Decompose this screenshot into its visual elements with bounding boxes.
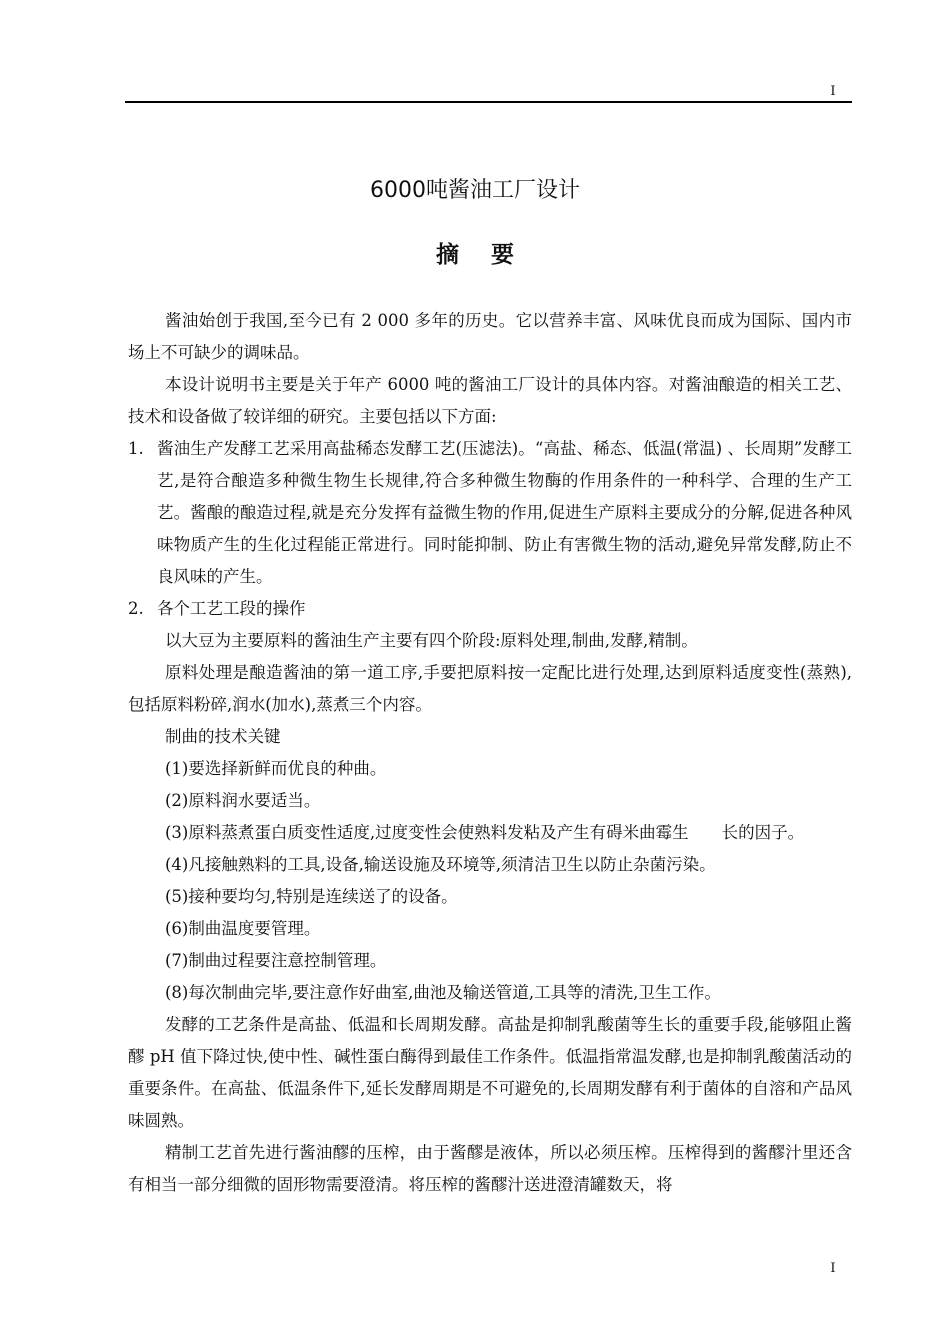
paragraph-overview: 本设计说明书主要是关于年产 6000 吨的酱油工厂设计的具体内容。对酱油酿造的相关工艺、技术和设备做了较详细的研究。主要包括以下方面: bbox=[128, 375, 852, 426]
document-title: 6000吨酱油工厂设计 bbox=[370, 178, 580, 203]
list-number: 1. bbox=[128, 439, 144, 458]
list-item-operations bbox=[128, 593, 852, 625]
koji-point-2: (2)原料润水要适当。 bbox=[165, 791, 321, 810]
list-text: 各个工艺工段的操作 bbox=[157, 599, 306, 618]
koji-point-7: (7)制曲过程要注意控制管理。 bbox=[165, 951, 387, 970]
paragraph-stages: 以大豆为主要原料的酱油生产主要有四个阶段:原料处理,制曲,发酵,精制。 bbox=[165, 631, 698, 650]
koji-point-3: (3)原料蒸煮蛋白质变性适度,过度变性会使熟料发粘及产生有碍米曲霉生 长的因子。 bbox=[165, 823, 805, 842]
paragraph-koji-heading: 制曲的技术关键 bbox=[165, 727, 281, 746]
koji-point-6: (6)制曲温度要管理。 bbox=[165, 919, 321, 938]
header-page-number: I bbox=[830, 84, 836, 99]
abstract-body bbox=[128, 305, 852, 1201]
list-item-fermentation bbox=[128, 433, 852, 593]
abstract-heading: 摘 要 bbox=[435, 242, 526, 268]
header-rule bbox=[125, 101, 852, 103]
paragraph-raw-material: 原料处理是酿造酱油的第一道工序,手要把原料按一定配比进行处理,达到原料适度变性(蒸熟),包括原料粉碎,润水(加水),蒸煮三个内容。 bbox=[128, 663, 852, 714]
koji-point-4: (4)凡接触熟料的工具,设备,输送设施及环境等,须清洁卫生以防止杂菌污染。 bbox=[165, 855, 716, 874]
paragraph-history: 酱油始创于我国,至今已有 2 000 多年的历史。它以营养丰富、风味优良而成为国际、国内市场上不可缺少的调味品。 bbox=[128, 311, 852, 362]
koji-point-1: (1)要选择新鲜而优良的种曲。 bbox=[165, 759, 387, 778]
list-text: 酱油生产发酵工艺采用高盐稀态发酵工艺(压滤法)。“高盐、稀态、低温(常温) 、长周期”发酵工艺,是符合酿造多种微生物生长规律,符合多种微生物酶的作用条件的一种科学、合理的生产工艺。酱酿的酿造过程,就是充分发挥有益微生物的作用,促进生产原料主要成分的分解,促进各种风味物质产生的生化过程能正常进行。同时能抑制、防止有害微生物的活动,避免异常发酵,防止不良风味的产生。 bbox=[157, 439, 852, 586]
koji-point-5: (5)接种要均匀,特别是连续送了的设备。 bbox=[165, 887, 458, 906]
paragraph-refining: 精制工艺首先进行酱油醪的压榨，由于酱醪是液体，所以必须压榨。压榨得到的酱醪汁里还含有相当一部分细微的固形物需要澄清。将压榨的酱醪汁送进澄清罐数天，将 bbox=[128, 1143, 852, 1194]
paragraph-fermentation-conditions: 发酵的工艺条件是高盐、低温和长周期发酵。高盐是抑制乳酸菌等生长的重要手段,能够阻止酱醪 pH 值下降过快,使中性、碱性蛋白酶得到最佳工作条件。低温指常温发酵,也是抑制乳酸菌活动的重要条件。在高盐、低温条件下,延长发酵周期是不可避免的,长周期发酵有利于菌体的自溶和产品风味圆熟。 bbox=[128, 1015, 852, 1130]
footer-page-number: I bbox=[830, 1261, 836, 1276]
list-number: 2. bbox=[128, 599, 144, 618]
koji-point-8: (8)每次制曲完毕,要注意作好曲室,曲池及输送管道,工具等的清洗,卫生工作。 bbox=[165, 983, 721, 1002]
